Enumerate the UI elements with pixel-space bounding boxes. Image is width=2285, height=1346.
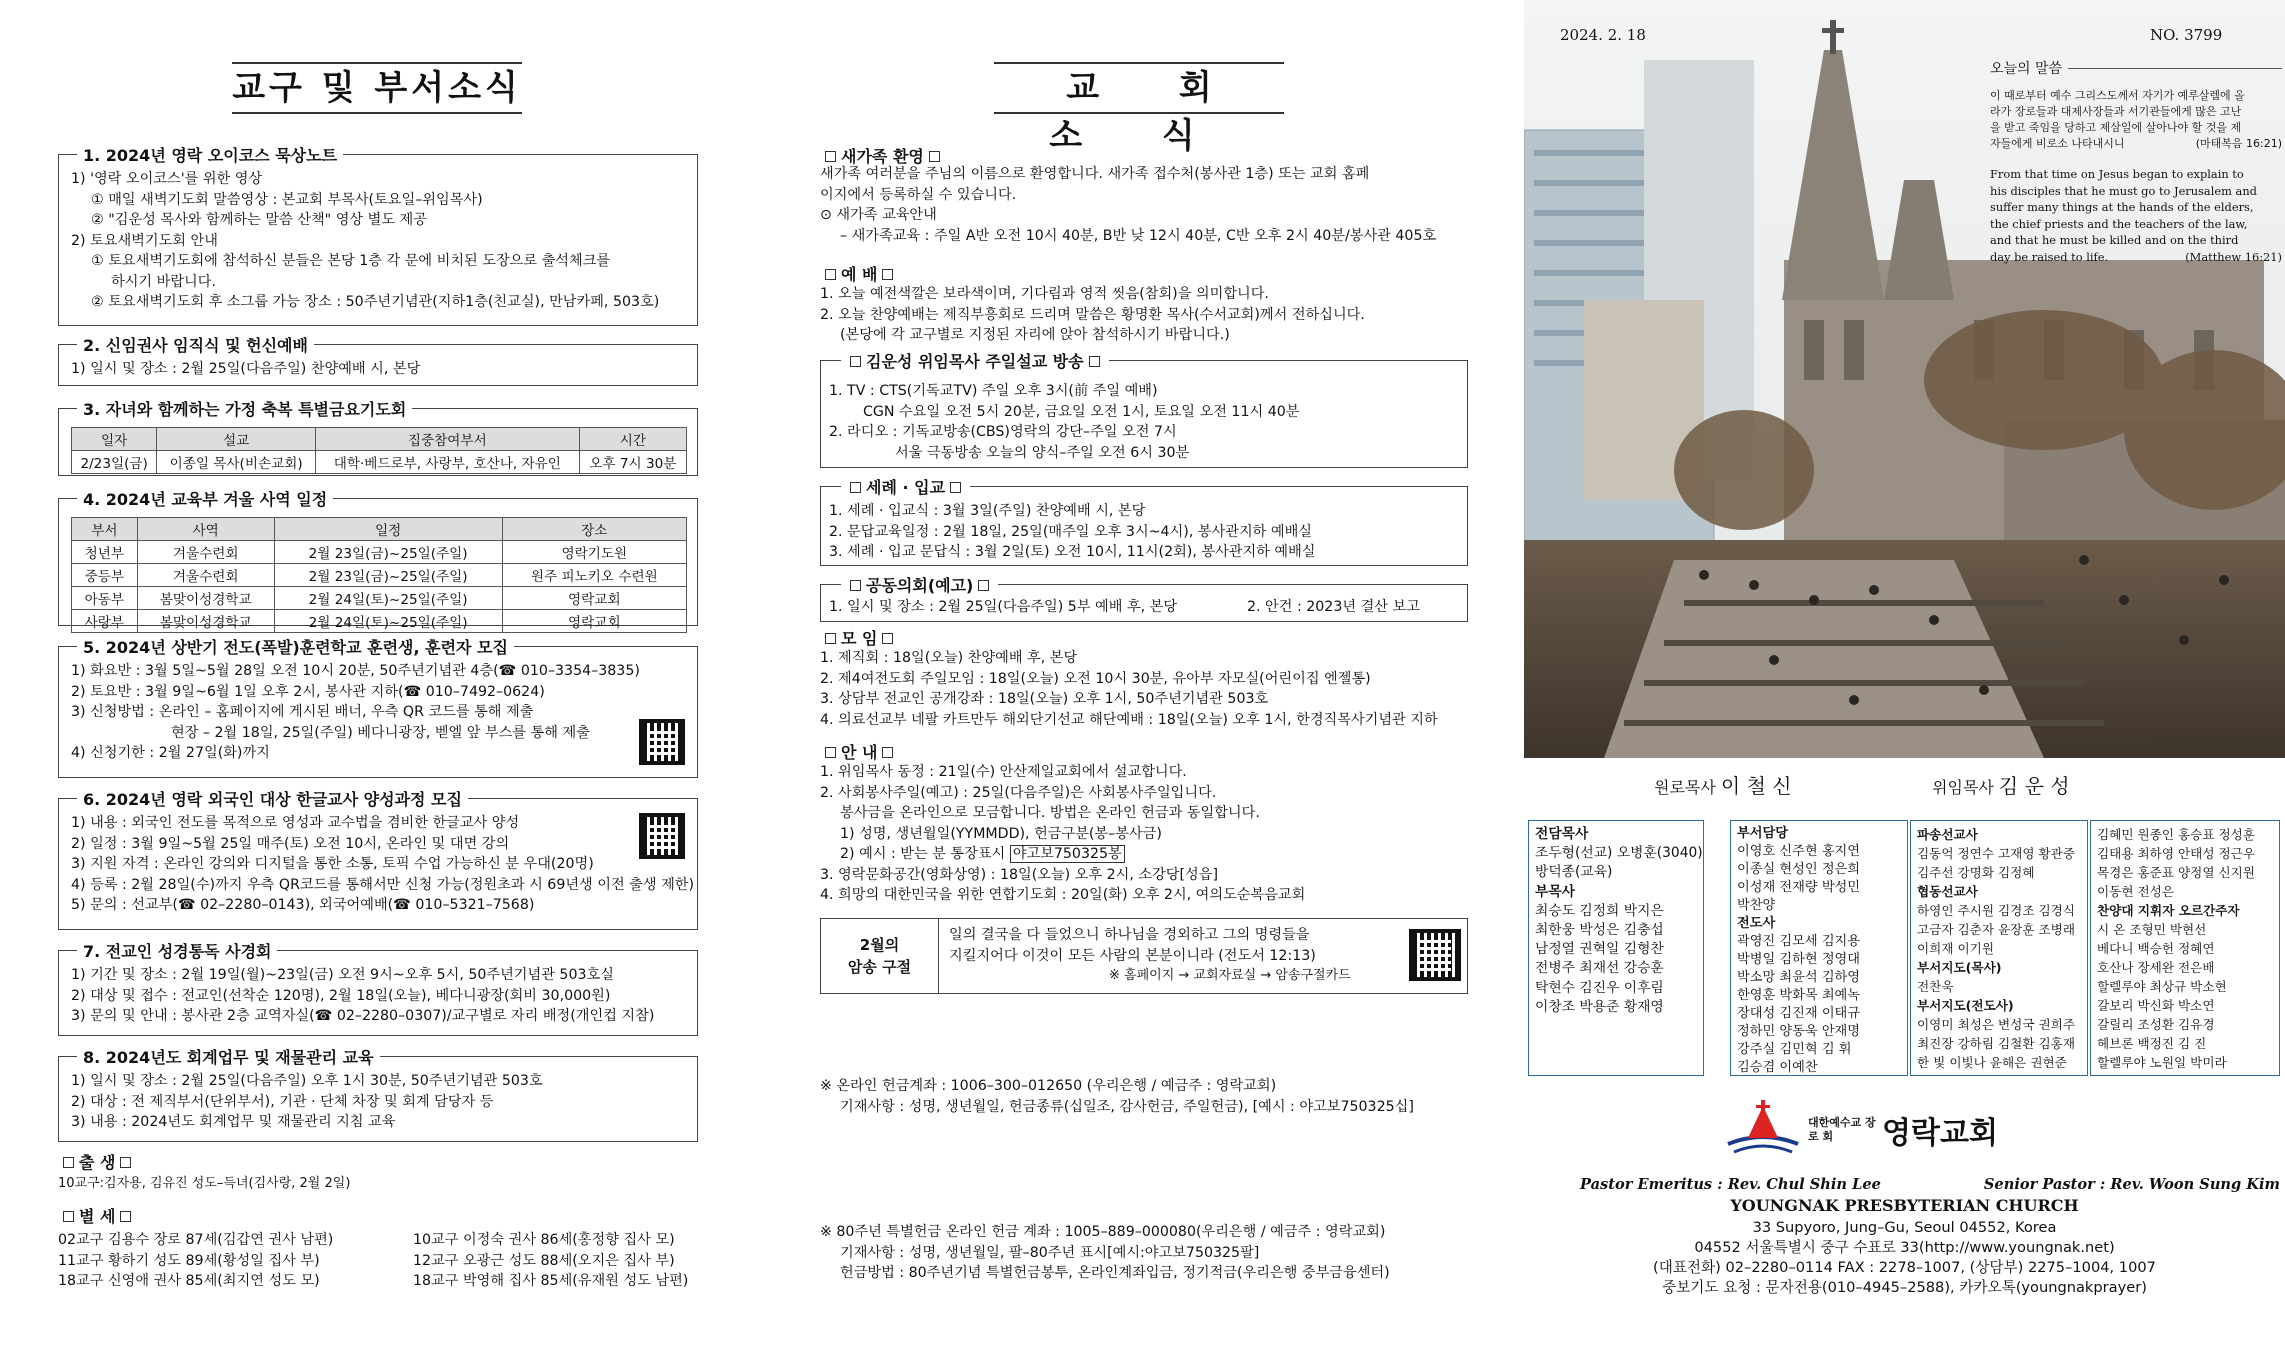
text-line: 1) 성명, 생년월일(YYMMDD), 헌금구분(봉–봉사금) <box>840 825 1162 842</box>
table-cell: 겨울수련회 <box>137 541 274 564</box>
table-cell: 영락기도원 <box>502 541 686 564</box>
section-korean-teacher <box>58 790 698 930</box>
death-title: 별 세 <box>58 1204 136 1227</box>
section-title: 4. 2024년 교육부 겨울 사역 일정 <box>77 487 333 510</box>
table-cell: 2월 24일(토)~25일(주일) <box>274 610 502 633</box>
text-line: 2. 안건 : 2023년 결산 보고 <box>1247 599 1420 615</box>
text-line: ⊙ 새가족 교육안내 <box>820 207 937 223</box>
text-line: 일의 결국을 다 들었으니 하나님을 경외하고 그의 명령들을 <box>949 927 1310 943</box>
section-ordination <box>58 336 698 386</box>
table-cell: 대학·베드로부, 사랑부, 호산나, 자유인 <box>315 451 579 474</box>
section-oikos <box>58 146 698 326</box>
text-line: 1. TV : CTS(기독교TV) 주일 오후 3시(前 주일 예배) <box>829 383 1158 399</box>
senior-pastor: 위임목사 김 운 성 <box>1932 774 2070 798</box>
table-header: 일자 <box>72 428 157 451</box>
broadcast-title: 김운성 위임목사 주일설교 방송 <box>841 349 1109 372</box>
section-bible-reading <box>58 942 698 1036</box>
table-cell: 2월 23일(금)~25일(주일) <box>274 541 502 564</box>
table-header: 시간 <box>579 428 686 451</box>
table-row <box>72 564 687 587</box>
table-row <box>72 541 687 564</box>
text-line: ※ 온라인 헌금계좌 : 1006–300–012650 (우리은행 / 예금주 : 영락교회) <box>820 1078 1277 1094</box>
text-line: 2. 제4여전도회 주일모임 : 18일(오늘) 오전 10시 30분, 유아부 자모실(어린이집 엔젤통) <box>820 670 1371 687</box>
text-line: 3. 영락문화공간(영화상영) : 18일(오늘) 오후 2시, 소강당[성읍] <box>820 866 1218 883</box>
church-logo-icon <box>1724 1100 1802 1160</box>
section-accounting <box>58 1048 698 1142</box>
verse-title: 오늘의 말씀 <box>1990 58 2282 78</box>
memory-verse-box <box>820 918 1468 994</box>
council-title: 공동의회(예고) <box>841 573 998 596</box>
qr-code-icon[interactable] <box>639 813 685 859</box>
text-line: 4) 신청기한 : 2월 27일(화)까지 <box>71 745 270 761</box>
table-row <box>72 610 687 633</box>
section-family-prayer <box>58 400 698 476</box>
prayer-table <box>71 427 687 474</box>
birth-title: 출 생 <box>58 1150 136 1173</box>
text-line: 이지에서 등록하실 수 있습니다. <box>820 186 1017 203</box>
text-line: 2. 사회봉사주일(예고) : 25일(다음주일)은 사회봉사주일입니다. <box>820 784 1217 801</box>
memory-label: 2월의 암송 구절 <box>821 919 939 993</box>
table-cell: 겨울수련회 <box>137 564 274 587</box>
meeting-body <box>820 648 1438 730</box>
text-line: 1. 세례 · 입교식 : 3월 3일(주일) 찬양예배 시, 본당 <box>829 503 1146 519</box>
qr-code-icon[interactable] <box>1409 929 1461 981</box>
table-cell: 2/23일(금) <box>72 451 157 474</box>
worship-body <box>820 284 1365 346</box>
table-header: 장소 <box>502 518 686 541</box>
text-line: 3) 신청방법 : 온라인 – 홈페이지에 게시된 배너, 우측 QR 코드를 통해 제출 <box>71 704 534 720</box>
text-line: 1. 제직회 : 18일(오늘) 찬양예배 후, 본당 <box>820 650 1078 666</box>
table-cell: 아동부 <box>72 587 138 610</box>
section-title: 8. 2024년도 회계업무 및 재물관리 교육 <box>77 1045 380 1068</box>
memory-text <box>939 919 1467 993</box>
text-line: 1) 일시 및 장소 : 2월 25일(다음주일) 찬양예배 시, 본당 <box>71 361 421 377</box>
death-list <box>58 1230 698 1292</box>
list-item: 02교구 김용수 장로 87세(김갑연 권사 남편) 10교구 이정숙 권사 86세(홍정향 집사 모) <box>58 1232 675 1248</box>
section-title: 1. 2024년 영락 오이코스 묵상노트 <box>77 143 343 166</box>
table-cell: 오후 7시 30분 <box>579 451 686 474</box>
church-english-name: YOUNGNAK PRESBYTERIAN CHURCH <box>1730 1196 2079 1215</box>
text-line: (본당에 각 교구별로 지정된 자리에 앉아 참석하시기 바랍니다.) <box>840 327 1230 343</box>
text-line: 1. 오늘 예전색깔은 보라색이며, 기다림과 영적 씻음(참회)을 의미합니다. <box>820 286 1269 302</box>
bulletin-number: NO. 3799 <box>2150 26 2223 44</box>
text-line: ① 매일 새벽기도회 말씀영상 : 본교회 부목사(토요일–위임목사) <box>91 191 483 208</box>
meeting-title: 모 임 <box>820 626 898 649</box>
text-line: 2. 오늘 찬양예배는 제직부흥회로 드리며 말씀은 황명환 목사(수서교회)께서 전하십니다. <box>820 306 1365 323</box>
text-line: 4) 등록 : 2월 28일(수)까지 우측 QR코드를 통해서만 신청 가능(정원초과 시 69년생 이전 출생 제한) <box>71 876 695 893</box>
middle-header-title: 교 회 소 식 <box>994 62 1284 114</box>
worship-title: 예 배 <box>820 262 898 285</box>
section-title: 2. 신임권사 임직식 및 헌신예배 <box>77 333 314 356</box>
table-cell: 봄맞이성경학교 <box>137 610 274 633</box>
text-line: 1) 내용 : 외국인 전도를 목적으로 영성과 교수법을 겸비한 한글교사 양성 <box>71 815 520 831</box>
online-offering <box>820 1076 1414 1117</box>
table-row <box>72 451 687 474</box>
text-line: ① 토요새벽기도회에 참석하신 분들은 본당 1층 각 문에 비치된 도장으로 출석체크를 <box>91 253 611 269</box>
text-line: 2) 예시 : 받는 분 통장표시 야고보750325봉 <box>820 844 1305 865</box>
bulletin-date: 2024. 2. 18 <box>1560 26 1646 44</box>
table-header: 사역 <box>137 518 274 541</box>
council-box <box>820 576 1468 622</box>
section-title: 7. 전교인 성경통독 사경회 <box>77 939 277 962</box>
left-header-title: 교구 및 부서소식 <box>232 62 522 114</box>
pastor-emeritus: 원로목사 이 철 신 <box>1654 774 1792 798</box>
text-line: 3. 세례 · 입교 문답식 : 3월 2일(토) 오전 10시, 11시(2회), 봉사관지하 예배실 <box>829 544 1316 560</box>
text-line: 2) 토요반 : 3월 9일~6월 1일 오후 2시, 봉사관 지하(☎ 010–7492–0624) <box>71 683 545 700</box>
text-line: 1. 일시 및 장소 : 2월 25일(다음주일) 5부 예배 후, 본당 <box>829 599 1178 615</box>
address-english: 33 Supyoro, Jung–Gu, Seoul 04552, Korea <box>1752 1219 2057 1236</box>
baptism-box <box>820 478 1468 566</box>
text-line: CGN 수요일 오전 5시 20분, 금요일 오전 1시, 토요일 오전 11시 40분 <box>863 403 1300 420</box>
section-title: 3. 자녀와 함께하는 가정 축복 특별금요기도회 <box>77 397 412 420</box>
text-line: 하시기 바랍니다. <box>111 273 216 290</box>
text-line: 5) 문의 : 선교부(☎ 02–2280–0143), 외국어예배(☎ 010–5321–7568) <box>71 897 535 913</box>
address-korean[interactable]: 04552 서울특별시 중구 수표로 33(http://www.youngnak.net) <box>1694 1239 2115 1256</box>
table-header: 부서 <box>72 518 138 541</box>
qr-code-icon[interactable] <box>639 719 685 765</box>
text-line: 1) 기간 및 장소 : 2월 19일(월)~23일(금) 오전 9시~오후 5시, 50주년기념관 503호실 <box>71 967 614 983</box>
staff-box-pastors: 전담목사 조두형(선교) 오병훈(3040) 방덕종(교육) 부목사 최승도 김정희 박지은 최한웅 박성은 김충섭 남정열 권혁일 김형찬 전병주 최재선 강승훈 탁현수 김진우 이후림 이창조 박용준 황재영 <box>1528 820 1704 1076</box>
newcomer-body <box>820 164 1436 246</box>
church-photo <box>1524 0 2285 758</box>
table-header: 집중참여부서 <box>315 428 579 451</box>
right-column <box>1524 0 2285 1346</box>
staff-box-departments: 부서담당 이영호 신주현 홍지연 이종실 현성인 정은희 이성재 전재량 박성민 박찬양 전도사 곽영진 김모세 김지용 박병일 김하현 정영대 박소망 최윤석 김하영 한영훈 박화목 최예녹 장대성 김진재 이태규 정하민 양동욱 안재명 강주실 김민혁 김 휘 김승겸 이예찬 <box>1730 820 1908 1076</box>
table-cell: 2월 23일(금)~25일(주일) <box>274 564 502 587</box>
table-header: 일정 <box>274 518 502 541</box>
church-contact <box>1524 1218 2285 1298</box>
text-line: 1) 일시 및 장소 : 2월 25일(다음주일) 오후 1시 30분, 50주년기념관 503호 <box>71 1073 543 1089</box>
list-item: 11교구 황하기 성도 89세(황성일 집사 부) 12교구 오광근 성도 88세(오지은 집사 부) <box>58 1252 675 1269</box>
text-line: 3) 문의 및 안내 : 봉사관 2층 교역자실(☎ 02–2280–0307)/교구별로 자리 배정(개인컵 지참) <box>71 1008 655 1024</box>
phone-line: (대표전화) 02–2280–0114 FAX : 2278–1007, (상담부) 2275–1004, 1007 <box>1653 1259 2156 1276</box>
text-line: ※ 홈페이지 → 교회자료실 → 암송구절카드 <box>1109 968 1351 983</box>
table-cell: 청년부 <box>72 541 138 564</box>
church-logo <box>1724 1100 1998 1160</box>
section-title: 5. 2024년 상반기 전도(폭발)훈련학교 훈련생, 훈련자 모집 <box>77 635 514 658</box>
church-logo-small: 대한예수교 장 로 회 <box>1808 1116 1876 1143</box>
table-cell: 봄맞이성경학교 <box>137 587 274 610</box>
text-line: ※ 80주년 특별헌금 온라인 헌금 계좌 : 1005–889–000080(우리은행 / 예금주 : 영락교회) <box>820 1224 1386 1240</box>
text-line: 새가족 여러분을 주님의 이름으로 환영합니다. 새가족 접수처(봉사관 1층) 또는 교회 홈페 <box>820 166 1370 182</box>
table-cell: 원주 피노키오 수련원 <box>502 564 686 587</box>
church-logo-name: 영락교회 <box>1882 1116 1998 1151</box>
todays-verse <box>1990 58 2282 266</box>
text-line: ② "김운성 목사와 함께하는 말씀 산책" 영상 별도 제공 <box>91 212 427 228</box>
special-offering <box>820 1222 1390 1284</box>
text-line: 기재사항 : 성명, 생년월일, 헌금종류(십일조, 감사헌금, 주일헌금), [예시 : 야고보750325십] <box>840 1098 1414 1115</box>
text-line: 2) 대상 및 접수 : 전교인(선착순 120명), 2월 18일(오늘), 베다니광장(회비 30,000원) <box>71 987 611 1004</box>
text-line: 2) 대상 : 전 제직부서(단위부서), 기관 · 단체 차장 및 회계 담당자 등 <box>71 1093 494 1110</box>
table-cell: 사랑부 <box>72 610 138 633</box>
table-cell: 이종일 목사(비손교회) <box>157 451 316 474</box>
staff-box-missionaries: 파송선교사 김동억 정연수 고재영 황관중 김주선 강명화 김정혜 협동선교사 하영인 주시원 김경조 김경식 고금자 김춘자 윤장훈 조병래 이희재 이기원 부서지도(목사) 전찬욱 부서지도(전도사) 이영미 최성은 변성국 권희주 최진장 강하림 김철환 김홍재 한 빛 이빛나 윤해은 권현준 <box>1910 820 2088 1076</box>
prayer-request: 중보기도 요청 : 문자전용(010–4945–2588), 카카오톡(youngnakprayer) <box>1662 1279 2147 1296</box>
text-line: 1) 화요반 : 3월 5일~5월 28일 오전 10시 20분, 50주년기념관 4층(☎ 010–3354–3835) <box>71 663 640 679</box>
table-header: 설교 <box>157 428 316 451</box>
text-line: 1) '영락 오이코스'를 위한 영상 <box>71 171 263 187</box>
list-item: 18교구 신영애 권사 85세(최지연 성도 모) 18교구 박영해 집사 85세(유재원 성도 남편) <box>58 1273 689 1289</box>
text-line: 4. 희망의 대한민국을 위한 연합기도회 : 20일(화) 오후 2시, 여의도순복음교회 <box>820 887 1306 903</box>
baptism-title: 세례 · 입교 <box>841 475 970 498</box>
notice-body <box>820 762 1305 906</box>
text-line: 1. 위임목사 동정 : 21일(수) 안산제일교회에서 설교합니다. <box>820 764 1187 780</box>
table-cell: 2월 24일(토)~25일(주일) <box>274 587 502 610</box>
text-line: 4. 의료선교부 네팔 카트만두 해외단기선교 해단예배 : 18일(오늘) 오후 1시, 한경직목사기념관 지하 <box>820 711 1438 728</box>
section-title: 6. 2024년 영락 외국인 대상 한글교사 양성과정 모집 <box>77 787 468 810</box>
notice-title: 안 내 <box>820 740 898 763</box>
winter-table <box>71 517 687 633</box>
table-cell: 중등부 <box>72 564 138 587</box>
example-badge: 야고보750325봉 <box>1010 845 1125 863</box>
verse-korean: 이 때로부터 예수 그리스도께서 자기가 예루살렘에 올 라가 장로들과 대제사장들과 서기관들에게 많은 고난 을 받고 죽임을 당하고 제삼일에 살아나야 할 것을 제 자들에게 비로소 나타내시니 (마태복음 16:21) <box>1990 89 2282 150</box>
text-line: 서울 극동방송 오늘의 양식–주일 오전 6시 30분 <box>895 444 1190 461</box>
text-line: – 새가족교육 : 주일 A반 오전 10시 40분, B반 낮 12시 40분, C반 오후 2시 40분/봉사관 405호 <box>840 227 1437 244</box>
table-cell: 영락교회 <box>502 587 686 610</box>
pastor-english: Pastor Emeritus : Rev. Chul Shin Lee Senior Pastor : Rev. Woon Sung Kim <box>1580 1176 2280 1193</box>
table-row <box>72 587 687 610</box>
text-line: 현장 – 2월 18일, 25일(주일) 베다니광장, 벧엘 앞 부스를 통해 제출 <box>171 724 590 741</box>
text-line: 지킬지어다 이것이 모든 사람의 본분이니라 (전도서 12:13) <box>949 947 1316 964</box>
text-line: 2) 일정 : 3월 9일~5월 25일 매주(토) 오전 10시, 온라인 및 대면 강의 <box>71 835 510 852</box>
table-cell: 영락교회 <box>502 610 686 633</box>
text-line: ② 토요새벽기도회 후 소그룹 가능 장소 : 50주년기념관(지하1층(친교실), 만남카페, 503호) <box>91 294 660 310</box>
text-line: 2) 토요새벽기도회 안내 <box>71 232 218 249</box>
text-line: 3. 상담부 전교인 공개강좌 : 18일(오늘) 오후 1시, 50주년기념관 503호 <box>820 691 1269 707</box>
text-line: 3) 지원 자격 : 온라인 강의와 디지털을 통한 소통, 토픽 수업 가능하신 분 우대(20명) <box>71 856 594 872</box>
text-line: 헌금방법 : 80주년기념 특별헌금봉투, 온라인계좌입금, 정기적금(우리은행 중부금융센터) <box>840 1265 1390 1281</box>
broadcast-box <box>820 352 1468 468</box>
text-line: 2. 문답교육일정 : 2월 18일, 25일(매주일 오후 3시~4시), 봉사관지하 예배실 <box>829 523 1312 540</box>
text-line: 2. 라디오 : 기독교방송(CBS)영락의 강단–주일 오전 7시 <box>829 424 1177 440</box>
section-winter-schedule <box>58 490 698 631</box>
text-line: 봉사금을 온라인으로 모금합니다. 방법은 온라인 헌금과 동일합니다. <box>840 805 1260 821</box>
newcomer-title: 새가족 환영 <box>820 144 945 167</box>
verse-english: From that time on Jesus began to explain to his disciples that he must go to Jerusalem and suffer many things at the hands of the elders, the chief priests and the teachers of the law, and that he must be killed and on the third day be raised to life. (Matthew 16:21) <box>1990 167 2282 264</box>
text-line: 기재사항 : 성명, 생년월일, 팔–80주년 표시[예시:야고보750325팔] <box>840 1244 1260 1261</box>
section-evangelism-school <box>58 638 698 778</box>
text-line: 3) 내용 : 2024년도 회계업무 및 재물관리 지침 교육 <box>71 1114 396 1130</box>
staff-box-choir: 김혜민 원종인 홍승표 정성훈 김태용 최하영 안태성 정근우 목경은 홍준표 양정열 신지원 이동현 전성은 찬양대 지휘자 오르간주자 시 온 조형민 박현선 베다니 백승헌 정혜연 호산나 장세완 전은배 할렐루야 최상규 박소현 갈보리 박신화 박소연 갈릴리 조성환 김유경 헤브론 백정진 김 진 할렐루야 노원일 박미라 <box>2090 820 2280 1076</box>
birth-line: 10교구:김자용, 김유진 성도–득녀(김사랑, 2월 2일) <box>58 1176 351 1191</box>
